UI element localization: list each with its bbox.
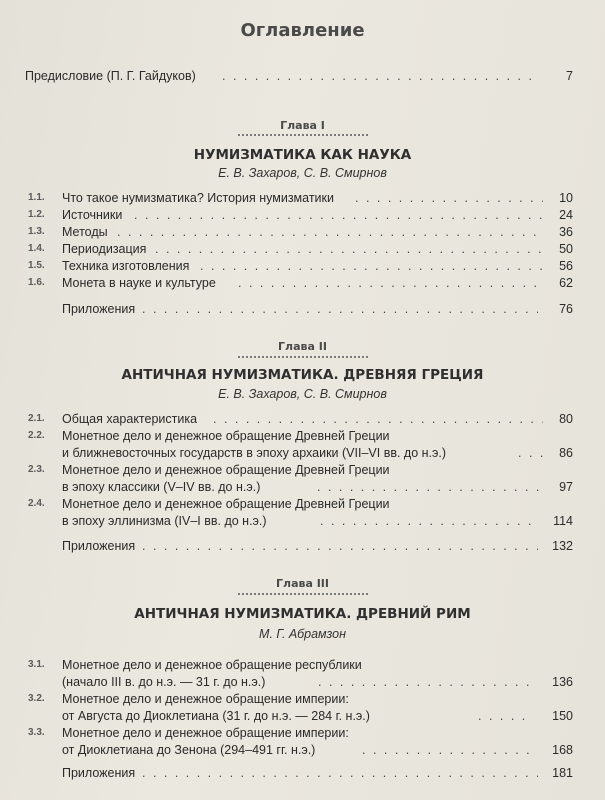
page-number: 150: [552, 709, 573, 723]
entry-label: Источники: [62, 208, 123, 222]
entry-label: Приложения: [62, 302, 136, 316]
dot-leader: [142, 764, 538, 782]
entry-label: Общая характеристика: [62, 412, 198, 426]
section-number: 1.2.: [28, 209, 45, 220]
toc-entry: [0, 189, 605, 207]
dot-leader: [362, 741, 533, 759]
dot-leader: [155, 240, 543, 258]
page-number: 136: [552, 675, 573, 689]
page-title: Оглавление: [240, 20, 365, 41]
toc-entry: [0, 410, 605, 428]
entry-label: Что такое нумизматика? История нумизматики: [62, 191, 334, 205]
page-number: 168: [552, 743, 573, 757]
chapter-divider: [238, 134, 368, 136]
dot-leader: [142, 537, 538, 555]
toc-entry-continued: [0, 478, 605, 496]
page-number: 62: [559, 276, 573, 290]
toc-entry-continued: [0, 741, 605, 759]
dot-leader: [518, 444, 543, 462]
section-number: 2.4.: [28, 498, 45, 509]
page-number: 24: [559, 208, 573, 222]
entry-label: Техника изготовления: [62, 259, 190, 273]
toc-entry: [0, 656, 605, 674]
dot-leader: [318, 673, 533, 691]
entry-label: Методы: [62, 225, 108, 239]
toc-entry: [0, 427, 605, 445]
toc-entry-continued: [0, 707, 605, 725]
entry-label: (начало III в. до н.э. — 31 г. до н.э.): [62, 675, 266, 689]
toc-entry-appendix: [0, 300, 605, 318]
section-number: 3.3.: [28, 727, 45, 738]
chapter-label: Глава III: [276, 577, 329, 590]
entry-label: Периодизация: [62, 242, 147, 256]
section-number: 3.2.: [28, 693, 45, 704]
chapter-title: АНТИЧНАЯ НУМИЗМАТИКА. ДРЕВНИЙ РИМ: [134, 606, 471, 622]
entry-label: Монетное дело и денежное обращение Древней Греции: [62, 429, 390, 443]
toc-entry: [0, 206, 605, 224]
chapter-authors: Е. В. Захаров, С. В. Смирнов: [218, 166, 387, 180]
chapter-label: Глава I: [280, 119, 325, 132]
toc-entry: [0, 461, 605, 479]
dot-leader: [142, 300, 538, 318]
dot-leader: [117, 223, 543, 241]
section-number: 1.5.: [28, 260, 45, 271]
entry-label: Приложения: [62, 766, 136, 780]
entry-label: Предисловие (П. Г. Гайдуков): [25, 69, 196, 83]
entry-label: от Диоклетиана до Зенона (294–491 гг. н.э.): [62, 743, 316, 757]
dot-leader: [478, 707, 533, 725]
toc-entry: [0, 274, 605, 292]
dot-leader: [200, 257, 543, 275]
entry-label: в эпоху эллинизма (IV–I вв. до н.э.): [62, 514, 267, 528]
dot-leader: [355, 189, 543, 207]
page-number: 114: [553, 514, 573, 528]
entry-label: Монета в науке и культуре: [62, 276, 216, 290]
chapter-title: НУМИЗМАТИКА КАК НАУКА: [193, 147, 412, 163]
toc-entry: [0, 690, 605, 708]
dot-leader: [213, 410, 543, 428]
toc-entry-preface: [0, 67, 605, 85]
chapter-label: Глава II: [278, 340, 327, 353]
dot-leader: [222, 67, 537, 85]
toc-entry-appendix: [0, 764, 605, 782]
chapter-divider: [238, 593, 368, 595]
toc-entry-appendix: [0, 537, 605, 555]
entry-label: в эпоху классики (V–IV вв. до н.э.): [62, 480, 261, 494]
toc-entry-continued: [0, 444, 605, 462]
dot-leader: [134, 206, 543, 224]
section-number: 1.4.: [28, 243, 45, 254]
page-number: 132: [552, 539, 573, 553]
page-number: 36: [559, 225, 573, 239]
section-number: 3.1.: [28, 659, 45, 670]
entry-label: Монетное дело и денежное обращение империи:: [62, 726, 349, 740]
chapter-divider: [238, 356, 368, 358]
toc-entry: [0, 223, 605, 241]
entry-label: и ближневосточных государств в эпоху архаики (VII–VI вв. до н.э.): [62, 446, 447, 460]
section-number: 2.1.: [28, 413, 45, 424]
dot-leader: [320, 512, 535, 530]
page-number: 97: [559, 480, 573, 494]
page-number: 50: [559, 242, 573, 256]
toc-entry: [0, 724, 605, 742]
toc-entry-continued: [0, 512, 605, 530]
toc-entry: [0, 257, 605, 275]
toc-entry: [0, 240, 605, 258]
entry-label: Монетное дело и денежное обращение республики: [62, 658, 362, 672]
entry-label: Монетное дело и денежное обращение Древней Греции: [62, 463, 390, 477]
page-number: 86: [559, 446, 573, 460]
entry-label: Приложения: [62, 539, 136, 553]
page-number: 181: [552, 766, 573, 780]
entry-label: от Августа до Диоклетиана (31 г. до н.э. — 284 г. н.э.): [62, 709, 370, 723]
chapter-authors: Е. В. Захаров, С. В. Смирнов: [218, 387, 387, 401]
entry-label: Монетное дело и денежное обращение империи:: [62, 692, 349, 706]
page-number: 10: [559, 191, 573, 205]
section-number: 1.1.: [28, 192, 45, 203]
chapter-authors: М. Г. Абрамзон: [259, 627, 346, 641]
toc-entry-continued: [0, 673, 605, 691]
section-number: 2.3.: [28, 464, 45, 475]
page-number: 76: [559, 302, 573, 316]
page-number: 7: [566, 69, 573, 83]
dot-leader: [317, 478, 543, 496]
page-number: 80: [559, 412, 573, 426]
entry-label: Монетное дело и денежное обращение Древней Греции: [62, 497, 390, 511]
section-number: 1.6.: [28, 277, 45, 288]
chapter-title: АНТИЧНАЯ НУМИЗМАТИКА. ДРЕВНЯЯ ГРЕЦИЯ: [121, 367, 484, 383]
section-number: 2.2.: [28, 430, 45, 441]
toc-entry: [0, 495, 605, 513]
dot-leader: [238, 274, 543, 292]
page-number: 56: [559, 259, 573, 273]
section-number: 1.3.: [28, 226, 45, 237]
